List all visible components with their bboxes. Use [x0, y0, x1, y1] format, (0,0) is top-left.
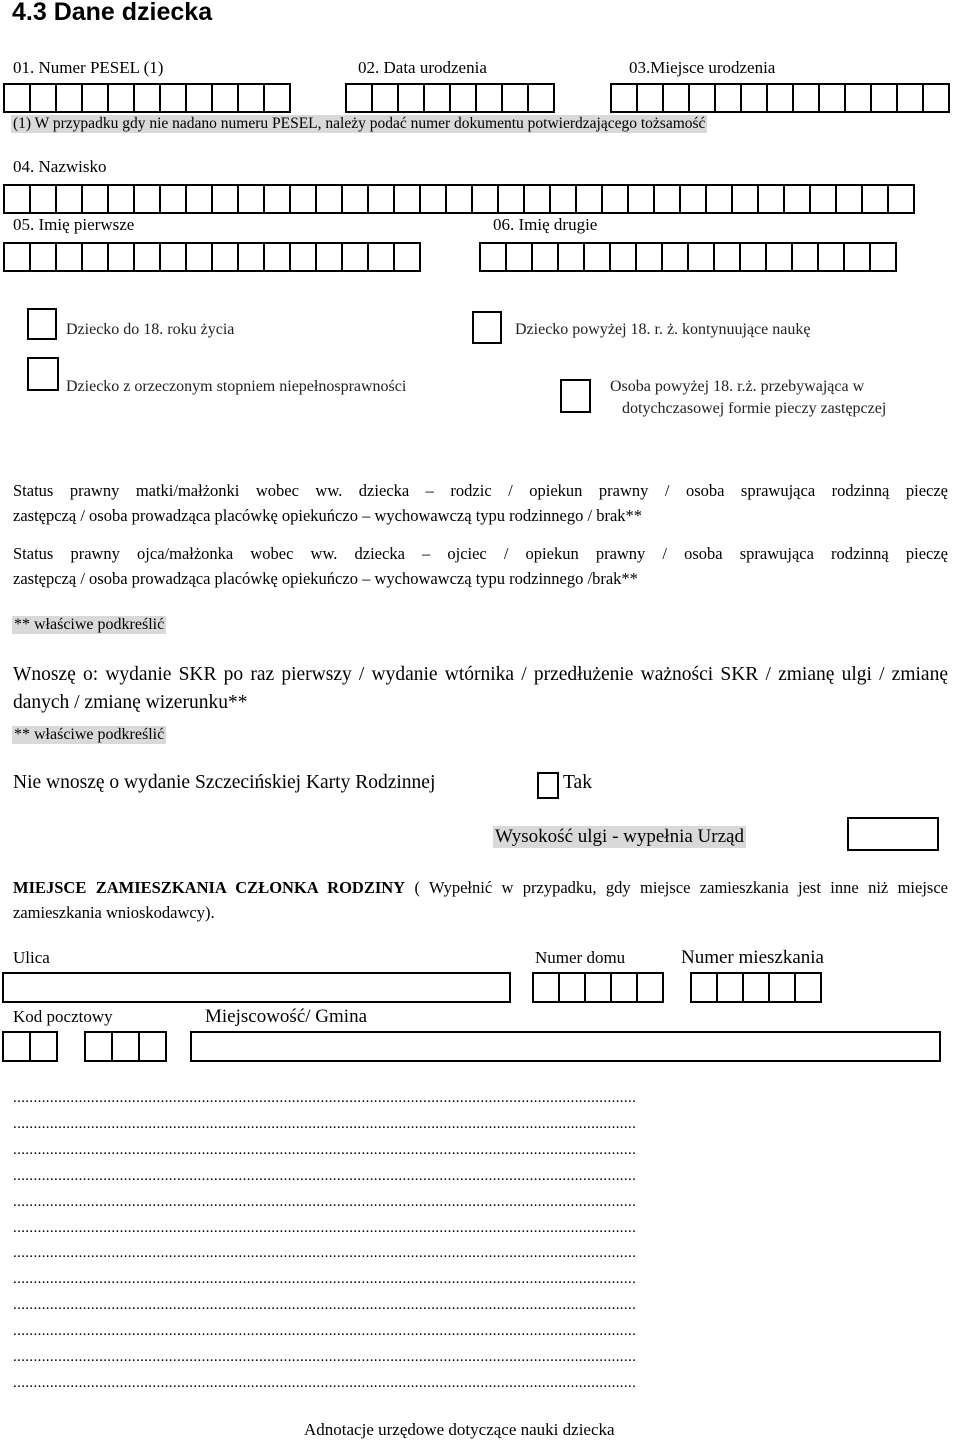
character-cell[interactable] — [159, 83, 187, 113]
character-cell[interactable] — [471, 184, 499, 214]
character-cell[interactable] — [783, 184, 811, 214]
father-status-line2: zastępczą / osoba prowadząca placówkę opiekuńczo – wychowawczą typu rodzinnego /brak** — [13, 569, 638, 588]
second-name-input[interactable] — [479, 242, 897, 272]
character-cell[interactable] — [740, 83, 768, 113]
character-cell[interactable] — [55, 83, 83, 113]
character-cell[interactable] — [341, 242, 369, 272]
character-cell[interactable] — [133, 83, 161, 113]
character-cell[interactable] — [423, 83, 451, 113]
character-cell[interactable] — [505, 242, 533, 272]
character-cell[interactable] — [679, 184, 707, 214]
character-cell[interactable] — [185, 184, 213, 214]
dotted-line[interactable]: ........................................................................................................................................................ — [13, 1349, 637, 1365]
disability-label: Dziecko z orzeczonym stopniem niepełnosprawności — [66, 378, 407, 395]
character-cell[interactable] — [211, 83, 239, 113]
character-cell[interactable] — [263, 184, 291, 214]
character-cell[interactable] — [107, 242, 135, 272]
character-cell[interactable] — [688, 83, 716, 113]
under-18-checkbox[interactable] — [27, 308, 57, 340]
character-cell[interactable] — [557, 242, 585, 272]
character-cell[interactable] — [211, 184, 239, 214]
underline-note-1: ** właściwe podkreślić — [14, 616, 165, 633]
character-cell[interactable] — [661, 242, 689, 272]
character-cell[interactable] — [523, 184, 551, 214]
character-cell[interactable] — [636, 972, 664, 1003]
character-cell[interactable] — [887, 184, 915, 214]
character-cell[interactable] — [794, 972, 822, 1003]
dotted-line[interactable]: ........................................................................................................................................................ — [13, 1193, 637, 1210]
dotted-line[interactable]: ........................................................................................................................................................ — [13, 1323, 637, 1340]
character-cell[interactable] — [29, 184, 57, 214]
first-name-label: 05. Imię pierwsze — [13, 215, 135, 234]
character-cell[interactable] — [869, 242, 897, 272]
character-cell[interactable] — [558, 972, 586, 1003]
character-cell[interactable] — [81, 184, 109, 214]
address-heading-rest: ( Wypełnić w przypadku, gdy miejsce zamieszkania jest inne niż miejsce zamieszkania wnioskodawcy). — [13, 878, 948, 922]
character-cell[interactable] — [237, 242, 265, 272]
flat-number-input[interactable] — [690, 972, 822, 1003]
yes-checkbox[interactable] — [537, 772, 559, 799]
character-cell[interactable] — [289, 242, 317, 272]
character-cell[interactable] — [766, 83, 794, 113]
birth-date-label: 02. Data urodzenia — [358, 58, 487, 77]
character-cell[interactable] — [687, 242, 715, 272]
character-cell[interactable] — [835, 184, 863, 214]
character-cell[interactable] — [575, 184, 603, 214]
address-heading-bold: MIEJSCE ZAMIESZKANIA CZŁONKA RODZINY — [13, 878, 406, 897]
character-cell[interactable] — [397, 83, 425, 113]
over-18-studying-label: Dziecko powyżej 18. r. ż. kontynuujące naukę — [515, 321, 811, 338]
dotted-line[interactable]: ........................................................................................................................................................ — [13, 1219, 637, 1236]
character-cell[interactable] — [315, 184, 343, 214]
postal-code-input-part2[interactable] — [84, 1031, 167, 1062]
street-label: Ulica — [13, 948, 50, 967]
disability-checkbox[interactable] — [27, 357, 59, 391]
character-cell[interactable] — [690, 972, 718, 1003]
character-cell[interactable] — [532, 972, 560, 1003]
request-text: Wnoszę o: wydanie SKR po raz pierwszy / wydanie wtórnika / przedłużenie ważności SKR / zmianę ulgi / zmianę danych / zmianę wizerunku** — [13, 664, 948, 713]
city-label: Miejscowość/ Gmina — [205, 1006, 368, 1027]
character-cell[interactable] — [844, 83, 872, 113]
character-cell[interactable] — [55, 242, 83, 272]
pesel-input[interactable] — [3, 83, 291, 113]
character-cell[interactable] — [713, 242, 741, 272]
character-cell[interactable] — [29, 1031, 58, 1062]
character-cell[interactable] — [705, 184, 733, 214]
character-cell[interactable] — [263, 242, 291, 272]
character-cell[interactable] — [809, 184, 837, 214]
character-cell[interactable] — [81, 83, 109, 113]
character-cell[interactable] — [159, 242, 187, 272]
character-cell[interactable] — [549, 184, 577, 214]
character-cell[interactable] — [757, 184, 785, 214]
character-cell[interactable] — [185, 83, 213, 113]
character-cell[interactable] — [449, 83, 477, 113]
character-cell[interactable] — [843, 242, 871, 272]
character-cell[interactable] — [662, 83, 690, 113]
dotted-line[interactable]: ........................................................................................................................................................ — [13, 1141, 637, 1158]
character-cell[interactable] — [2, 1031, 31, 1062]
character-cell[interactable] — [315, 242, 343, 272]
foster-care-checkbox[interactable] — [560, 379, 591, 413]
character-cell[interactable] — [367, 242, 395, 272]
character-cell[interactable] — [345, 83, 373, 113]
house-number-label: Numer domu — [535, 948, 626, 967]
character-cell[interactable] — [237, 83, 265, 113]
character-cell[interactable] — [583, 242, 611, 272]
character-cell[interactable] — [768, 972, 796, 1003]
character-cell[interactable] — [367, 184, 395, 214]
character-cell[interactable] — [896, 83, 924, 113]
surname-input[interactable] — [3, 184, 915, 214]
character-cell[interactable] — [55, 184, 83, 214]
city-input[interactable] — [190, 1031, 941, 1062]
character-cell[interactable] — [263, 83, 291, 113]
character-cell[interactable] — [817, 242, 845, 272]
character-cell[interactable] — [111, 1031, 140, 1062]
character-cell[interactable] — [3, 83, 31, 113]
first-name-input[interactable] — [3, 242, 421, 272]
character-cell[interactable] — [393, 242, 421, 272]
birth-date-input[interactable] — [345, 83, 555, 113]
character-cell[interactable] — [636, 83, 664, 113]
dotted-line[interactable]: ........................................................................................................................................................ — [13, 1374, 637, 1391]
character-cell[interactable] — [870, 83, 898, 113]
character-cell[interactable] — [610, 972, 638, 1003]
character-cell[interactable] — [527, 83, 555, 113]
address-heading — [13, 875, 948, 925]
character-cell[interactable] — [3, 184, 31, 214]
no-request-label: Nie wnoszę o wydanie Szczecińskiej Karty Rodzinnej — [13, 772, 436, 793]
flat-number-label: Numer mieszkania — [681, 947, 824, 968]
discount-input[interactable] — [847, 817, 939, 851]
foster-care-label-line1: Osoba powyżej 18. r.ż. przebywająca w — [610, 378, 865, 395]
dotted-line[interactable]: ........................................................................................................................................................ — [13, 1167, 637, 1184]
over-18-studying-checkbox[interactable] — [472, 311, 502, 344]
character-cell[interactable] — [445, 184, 473, 214]
character-cell[interactable] — [29, 242, 57, 272]
mother-status-line1: Status prawny matki/małżonki wobec ww. dziecka – rodzic / opiekun prawny / osoba sprawująca rodzinną pieczę — [13, 481, 948, 500]
second-name-label: 06. Imię drugie — [493, 215, 598, 234]
dotted-line[interactable]: ........................................................................................................................................................ — [13, 1297, 637, 1314]
character-cell[interactable] — [371, 83, 399, 113]
foster-care-label-line2: dotychczasowej formie pieczy zastępczej — [622, 400, 887, 417]
under-18-label: Dziecko do 18. roku życia — [66, 321, 235, 338]
character-cell[interactable] — [497, 184, 525, 214]
birth-place-label: 03.Miejsce urodzenia — [629, 58, 776, 77]
footer-annotation: Adnotacje urzędowe dotyczące nauki dziecka — [304, 1420, 615, 1439]
character-cell[interactable] — [211, 242, 239, 272]
street-input[interactable] — [2, 972, 511, 1003]
dotted-line[interactable]: ........................................................................................................................................................ — [13, 1115, 637, 1132]
character-cell[interactable] — [792, 83, 820, 113]
character-cell[interactable] — [627, 184, 655, 214]
character-cell[interactable] — [818, 83, 846, 113]
character-cell[interactable] — [765, 242, 793, 272]
dotted-line[interactable]: ........................................................................................................................................................ — [13, 1245, 637, 1262]
postal-code-label: Kod pocztowy — [13, 1007, 113, 1026]
character-cell[interactable] — [584, 972, 612, 1003]
character-cell[interactable] — [501, 83, 529, 113]
character-cell[interactable] — [609, 242, 637, 272]
character-cell[interactable] — [635, 242, 663, 272]
birth-place-input[interactable] — [610, 83, 950, 113]
character-cell[interactable] — [159, 184, 187, 214]
character-cell[interactable] — [84, 1031, 113, 1062]
dotted-line[interactable]: ........................................................................................................................................................ — [13, 1271, 637, 1288]
character-cell[interactable] — [133, 242, 161, 272]
character-cell[interactable] — [475, 83, 503, 113]
father-status-line1: Status prawny ojca/małżonka wobec ww. dziecka – ojciec / opiekun prawny / osoba sprawująca rodzinną pieczę — [13, 544, 948, 563]
character-cell[interactable] — [742, 972, 770, 1003]
character-cell[interactable] — [237, 184, 265, 214]
character-cell[interactable] — [610, 83, 638, 113]
character-cell[interactable] — [716, 972, 744, 1003]
character-cell[interactable] — [739, 242, 767, 272]
character-cell[interactable] — [419, 184, 447, 214]
character-cell[interactable] — [861, 184, 889, 214]
character-cell[interactable] — [731, 184, 759, 214]
character-cell[interactable] — [133, 184, 161, 214]
character-cell[interactable] — [714, 83, 742, 113]
discount-label: Wysokość ulgi - wypełnia Urząd — [495, 826, 744, 847]
character-cell[interactable] — [185, 242, 213, 272]
character-cell[interactable] — [138, 1031, 167, 1062]
character-cell[interactable] — [653, 184, 681, 214]
character-cell[interactable] — [3, 242, 31, 272]
house-number-input[interactable] — [532, 972, 664, 1003]
character-cell[interactable] — [479, 242, 507, 272]
character-cell[interactable] — [107, 83, 135, 113]
character-cell[interactable] — [81, 242, 109, 272]
underline-note-2: ** właściwe podkreślić — [14, 726, 165, 743]
section-title: 4.3 Dane dziecka — [12, 0, 213, 26]
character-cell[interactable] — [601, 184, 629, 214]
character-cell[interactable] — [791, 242, 819, 272]
yes-label: Tak — [563, 772, 592, 793]
character-cell[interactable] — [29, 83, 57, 113]
pesel-note: (1) W przypadku gdy nie nadano numeru PESEL, należy podać numer dokumentu potwierdzającego tożsamość — [13, 115, 706, 132]
character-cell[interactable] — [107, 184, 135, 214]
character-cell[interactable] — [393, 184, 421, 214]
pesel-label: 01. Numer PESEL (1) — [13, 58, 164, 77]
character-cell[interactable] — [289, 184, 317, 214]
mother-status-line2: zastępczą / osoba prowadząca placówkę opiekuńczo – wychowawczą typu rodzinnego / brak** — [13, 506, 643, 525]
character-cell[interactable] — [531, 242, 559, 272]
character-cell[interactable] — [922, 83, 950, 113]
character-cell[interactable] — [341, 184, 369, 214]
postal-code-input-part1[interactable] — [2, 1031, 58, 1062]
surname-label: 04. Nazwisko — [13, 157, 107, 176]
dotted-line[interactable]: ........................................................................................................................................................ — [13, 1090, 637, 1106]
